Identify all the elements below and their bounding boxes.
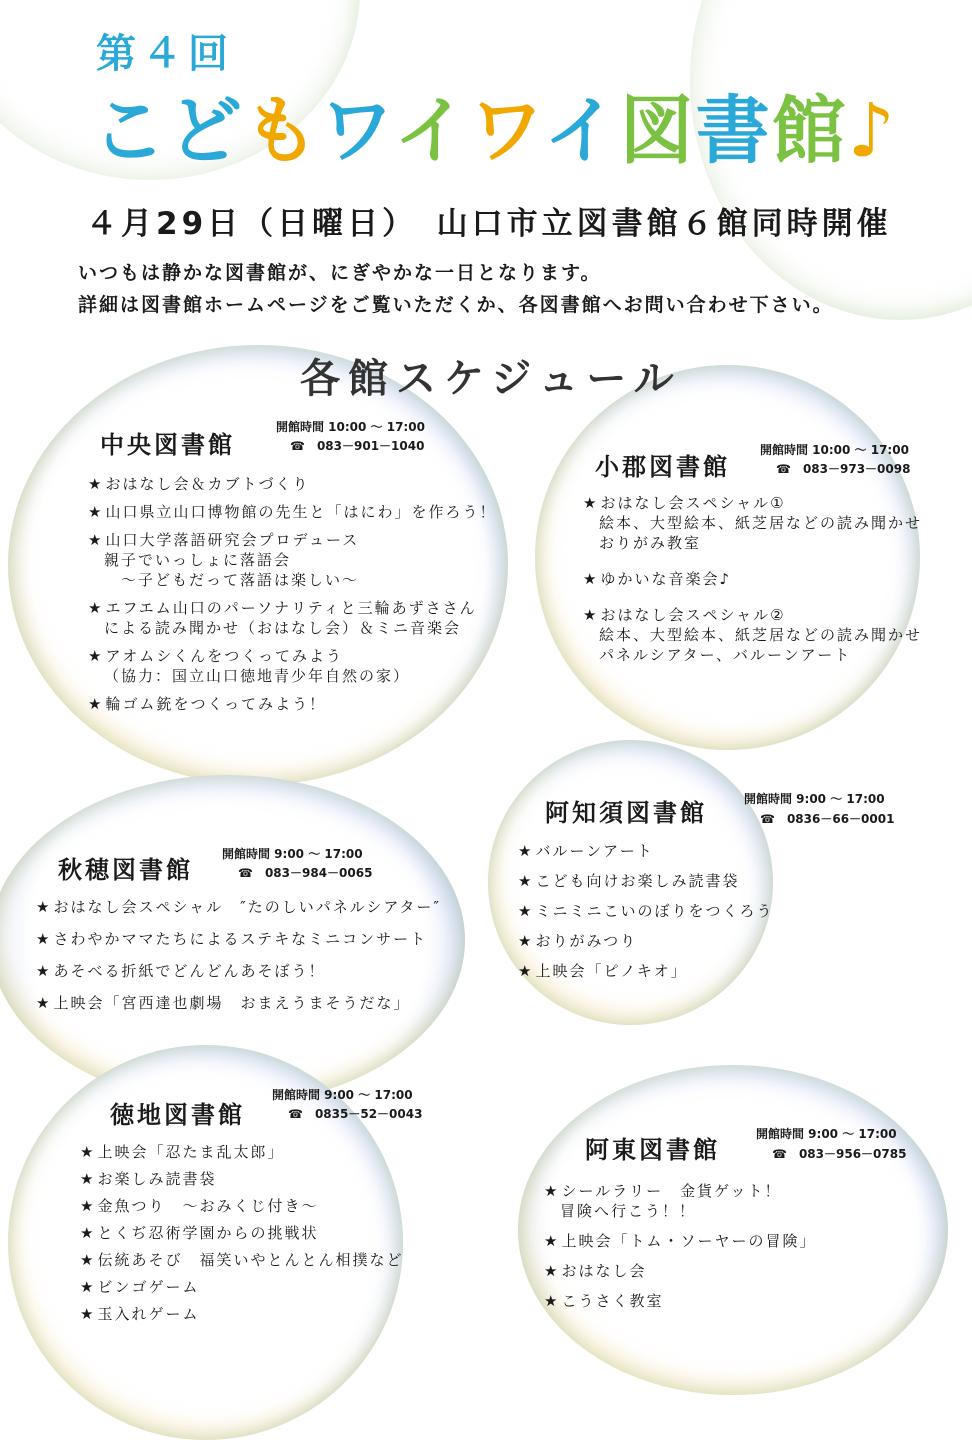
- title-char: イ: [543, 88, 620, 174]
- event-text: こども向けお楽しみ読書袋: [535, 872, 740, 890]
- event-item: [88, 502, 496, 522]
- event-text: 上映会「ピノキオ」: [535, 962, 688, 980]
- event-item: [518, 931, 773, 951]
- star-icon: ★: [518, 842, 534, 860]
- event-text: お楽しみ読書袋: [97, 1170, 217, 1188]
- phone-tokuji: ☎ 0835－52－0043: [288, 1107, 423, 1121]
- title-char: ♪: [847, 88, 897, 174]
- event-subtext: ～子どもだって落語は楽しい～: [104, 571, 360, 589]
- event-item: [88, 646, 496, 686]
- event-text: 山口大学落語研究会プロデュース: [105, 531, 360, 549]
- event-text: シールラリー 金貨ゲット！: [561, 1182, 782, 1200]
- star-icon: ★: [88, 695, 104, 713]
- hours-chuo: 開館時間 10:00 ～ 17:00: [276, 420, 425, 434]
- event-text: ミニミニこいのぼりをつくろう: [535, 902, 774, 920]
- star-icon: ★: [544, 1232, 560, 1250]
- event-subtext: 冒険へ行こう！！: [560, 1202, 697, 1220]
- event-item: [88, 530, 496, 590]
- title-char: 書: [695, 88, 772, 174]
- event-text: 輪ゴム銃をつくってみよう！: [105, 695, 327, 713]
- event-item: [80, 1304, 403, 1324]
- event-subtext: おりがみ教室: [599, 534, 702, 552]
- library-name-ogori: 小郡図書館: [595, 453, 730, 481]
- star-icon: ★: [583, 494, 599, 512]
- star-icon: ★: [583, 606, 599, 624]
- library-name-tokuji: 徳地図書館: [110, 1101, 245, 1129]
- star-icon: ★: [518, 962, 534, 980]
- event-item: [36, 961, 441, 981]
- phone-chuo: ☎ 083－901－1040: [290, 439, 425, 453]
- main-title: [92, 72, 897, 178]
- event-subtext: 絵本、大型絵本、紙芝居などの読み聞かせ: [599, 514, 923, 532]
- star-icon: ★: [80, 1224, 96, 1242]
- star-icon: ★: [88, 531, 104, 549]
- event-text: おはなし会スペシャル②: [600, 606, 786, 624]
- event-text: 金魚つり ～おみくじ付き～: [97, 1197, 319, 1215]
- event-text: エフエム山口のパーソナリティと三輪あずささん: [105, 599, 477, 617]
- title-char: こ: [92, 88, 168, 174]
- library-name-ato: 阿東図書館: [585, 1136, 720, 1164]
- event-list-ogori: [583, 493, 922, 681]
- event-text: こうさく教室: [561, 1292, 664, 1310]
- event-item: [36, 929, 441, 949]
- star-icon: ★: [583, 570, 599, 588]
- event-item: [518, 871, 773, 891]
- phone-akiho: ☎ 083－984－0065: [238, 866, 373, 880]
- title-char: も: [244, 88, 320, 174]
- star-icon: ★: [544, 1262, 560, 1280]
- event-list-ato: [544, 1181, 816, 1321]
- event-subtext: パネルシアター、バルーンアート: [599, 646, 852, 664]
- event-item: [518, 901, 773, 921]
- event-item: [80, 1142, 403, 1162]
- edition-label: 第４回: [96, 31, 234, 77]
- title-char: 図: [619, 88, 696, 174]
- event-item: [544, 1181, 816, 1221]
- star-icon: ★: [80, 1143, 96, 1161]
- title-char: ど: [168, 88, 244, 174]
- title-char: 館: [771, 88, 848, 174]
- event-item: [583, 493, 922, 553]
- event-item: [80, 1223, 403, 1243]
- star-icon: ★: [80, 1197, 96, 1215]
- star-icon: ★: [518, 932, 534, 950]
- star-icon: ★: [544, 1182, 560, 1200]
- hours-tokuji: 開館時間 9:00 ～ 17:00: [272, 1088, 413, 1102]
- star-icon: ★: [88, 475, 104, 493]
- star-icon: ★: [544, 1292, 560, 1310]
- star-icon: ★: [80, 1170, 96, 1188]
- event-text: バルーンアート: [535, 842, 654, 860]
- event-text: 上映会「宮西達也劇場 おまえうまそうだな」: [53, 994, 411, 1012]
- event-text: 玉入れゲーム: [97, 1305, 200, 1323]
- event-item: [518, 961, 773, 981]
- title-char: ワ: [469, 88, 544, 174]
- event-item: [80, 1169, 403, 1189]
- event-list-tokuji: [80, 1142, 403, 1331]
- event-subtext: （協力：国立山口徳地青少年自然の家）: [104, 667, 411, 685]
- library-name-akiho: 秋穂図書館: [58, 856, 193, 884]
- title-char: イ: [393, 88, 470, 174]
- event-text: おりがみつり: [535, 932, 638, 950]
- event-item: [36, 993, 441, 1013]
- event-text: あそべる折紙でどんどんあそぼう！: [53, 962, 326, 980]
- event-item: [544, 1291, 816, 1311]
- intro-line-1: いつもは静かな図書館が、にぎやかな一日となります。: [78, 262, 602, 284]
- event-text: さわやかママたちによるステキなミニコンサート: [53, 930, 428, 948]
- hours-ato: 開館時間 9:00 ～ 17:00: [756, 1127, 897, 1141]
- event-list-chuo: [88, 474, 496, 722]
- event-item: [583, 569, 922, 589]
- event-item: [544, 1231, 816, 1251]
- event-item: [88, 694, 496, 714]
- event-text: おはなし会: [561, 1262, 647, 1280]
- event-item: [518, 841, 773, 861]
- hours-ogori: 開館時間 10:00 ～ 17:00: [760, 443, 909, 457]
- event-date-line: ４月29日（日曜日） 山口市立図書館６館同時開催: [86, 206, 892, 242]
- event-subtext: 親子でいっしょに落語会: [104, 551, 292, 569]
- hours-ajisu: 開館時間 9:00 ～ 17:00: [744, 792, 885, 806]
- phone-ogori: ☎ 083－973－0098: [776, 462, 911, 476]
- star-icon: ★: [88, 647, 104, 665]
- event-list-ajisu: [518, 841, 773, 991]
- star-icon: ★: [80, 1278, 96, 1296]
- event-subtext: 絵本、大型絵本、紙芝居などの読み聞かせ: [599, 626, 923, 644]
- event-list-akiho: [36, 897, 441, 1025]
- event-text: おはなし会スペシャル①: [600, 494, 786, 512]
- event-item: [80, 1250, 403, 1270]
- event-text: とくぢ忍術学園からの挑戦状: [97, 1224, 319, 1242]
- event-text: ゆかいな音楽会♪: [600, 570, 732, 588]
- event-item: [88, 598, 496, 638]
- event-subtext: による読み聞かせ（おはなし会）＆ミニ音楽会: [104, 619, 462, 637]
- event-item: [544, 1261, 816, 1281]
- schedule-section-title: 各館スケジュール: [300, 356, 682, 402]
- star-icon: ★: [80, 1251, 96, 1269]
- star-icon: ★: [36, 962, 52, 980]
- event-item: [36, 897, 441, 917]
- phone-ajisu: ☎ 0836－66－0001: [760, 812, 895, 826]
- star-icon: ★: [518, 902, 534, 920]
- event-text: おはなし会スペシャル ″たのしいパネルシアター″: [53, 898, 441, 916]
- title-char: ワ: [320, 88, 394, 174]
- star-icon: ★: [518, 872, 534, 890]
- star-icon: ★: [88, 599, 104, 617]
- library-name-chuo: 中央図書館: [100, 431, 235, 459]
- intro-line-2: 詳細は図書館ホームページをご覧いただくか、各図書館へお問い合わせ下さい。: [78, 294, 834, 316]
- event-text: 山口県立山口博物館の先生と「はにわ」を作ろう！: [105, 503, 497, 521]
- event-text: 上映会「忍たま乱太郎」: [97, 1143, 285, 1161]
- star-icon: ★: [80, 1305, 96, 1323]
- event-text: ビンゴゲーム: [97, 1278, 200, 1296]
- event-text: おはなし会＆カブトづくり: [105, 475, 310, 493]
- library-name-ajisu: 阿知須図書館: [545, 799, 707, 827]
- event-item: [583, 605, 922, 665]
- event-text: 上映会「トム・ソーヤーの冒険」: [561, 1232, 817, 1250]
- star-icon: ★: [36, 898, 52, 916]
- event-text: アオムシくんをつくってみよう: [105, 647, 344, 665]
- event-item: [88, 474, 496, 494]
- phone-ato: ☎ 083－956－0785: [772, 1147, 907, 1161]
- hours-akiho: 開館時間 9:00 ～ 17:00: [222, 847, 363, 861]
- star-icon: ★: [36, 930, 52, 948]
- event-text: 伝統あそび 福笑いやとんとん相撲など: [97, 1251, 404, 1269]
- star-icon: ★: [36, 994, 52, 1012]
- star-icon: ★: [88, 503, 104, 521]
- event-item: [80, 1277, 403, 1297]
- event-item: [80, 1196, 403, 1216]
